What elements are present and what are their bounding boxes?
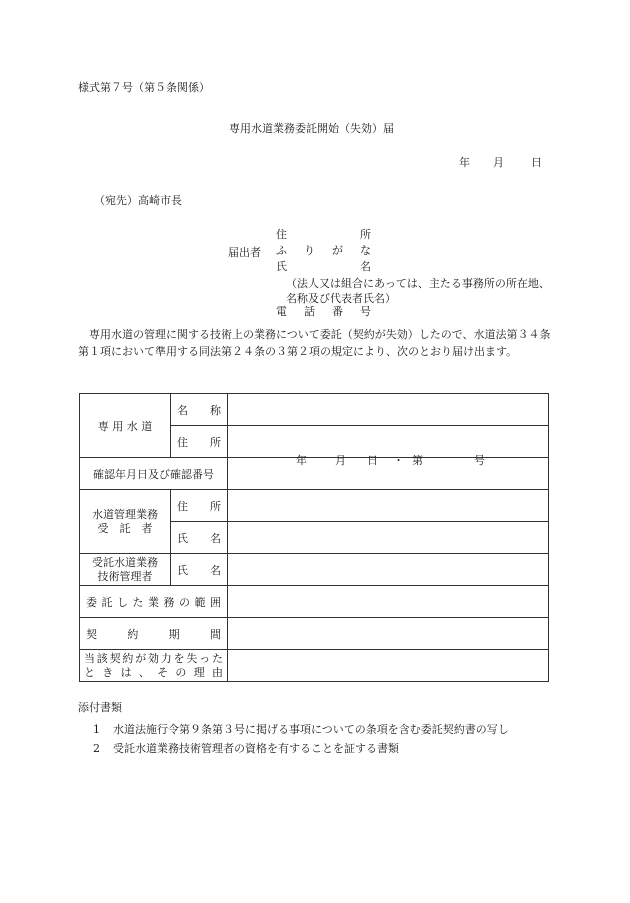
waterworks-name-field[interactable] xyxy=(228,394,549,426)
addressee: （宛先）高崎市長 xyxy=(94,194,182,207)
filer-name: 氏 名 xyxy=(276,260,371,273)
engineer-name-label: 氏 名 xyxy=(171,554,228,586)
date-year: 年 xyxy=(459,156,470,169)
private-waterworks-label: 専 用 水 道 xyxy=(80,394,171,458)
contractor-label: 水道管理業務 受 託 者 xyxy=(80,490,171,554)
reason-field[interactable] xyxy=(228,650,549,682)
scope-label: 委託した業務の範囲 xyxy=(80,586,228,618)
confirm-label: 確認年月日及び確認番号 xyxy=(80,458,228,490)
reason-label: 当該契約が効力を失った ときは、その理由 xyxy=(80,650,228,682)
contractor-address-label: 住 所 xyxy=(171,490,228,522)
period-field[interactable] xyxy=(228,618,549,650)
intro-paragraph: 専用水道の管理に関する技術上の業務について委託（契約が失効）したので、水道法第３４条第１項において準用する同法第２４条の３第２項の規定により、次のとおり届け出ます。 xyxy=(78,328,551,358)
filer-furigana: ふ り が な xyxy=(276,244,371,257)
date-day: 日 xyxy=(531,156,542,169)
attachment-item: 1 水道法施行令第９条第３号に掲げる事項についての条項を含む委託契約書の写し xyxy=(93,723,509,736)
filer-note: （法人又は組合にあっては、主たる事務所の所在地、 名称及び代表者氏名） xyxy=(286,277,550,305)
attachments-title: 添付書類 xyxy=(78,701,122,714)
period-label: 契約期間 xyxy=(80,618,228,650)
scope-field[interactable] xyxy=(228,586,549,618)
waterworks-address-label: 住 所 xyxy=(171,426,228,458)
filer-fields xyxy=(276,229,556,277)
waterworks-address-field[interactable] xyxy=(228,426,549,458)
engineer-label: 受託水道業務 技術管理者 xyxy=(80,554,171,586)
engineer-name-field[interactable] xyxy=(228,554,549,586)
filer-label: 届出者 xyxy=(228,246,261,259)
confirm-field[interactable]: 年 月 日 ・ 第 号 xyxy=(228,458,549,490)
form-number: 様式第７号（第５条関係） xyxy=(78,81,210,94)
notification-table xyxy=(79,393,549,682)
page-title: 専用水道業務委託開始（失効）届 xyxy=(229,122,394,135)
contractor-address-field[interactable] xyxy=(228,490,549,522)
contractor-name-field[interactable] xyxy=(228,522,549,554)
date-month: 月 xyxy=(493,156,504,169)
filer-address: 住 所 xyxy=(276,228,371,241)
attachment-item: 2 受託水道業務技術管理者の資格を有することを証する書類 xyxy=(93,742,399,755)
waterworks-name-label: 名 称 xyxy=(171,394,228,426)
contractor-name-label: 氏 名 xyxy=(171,522,228,554)
